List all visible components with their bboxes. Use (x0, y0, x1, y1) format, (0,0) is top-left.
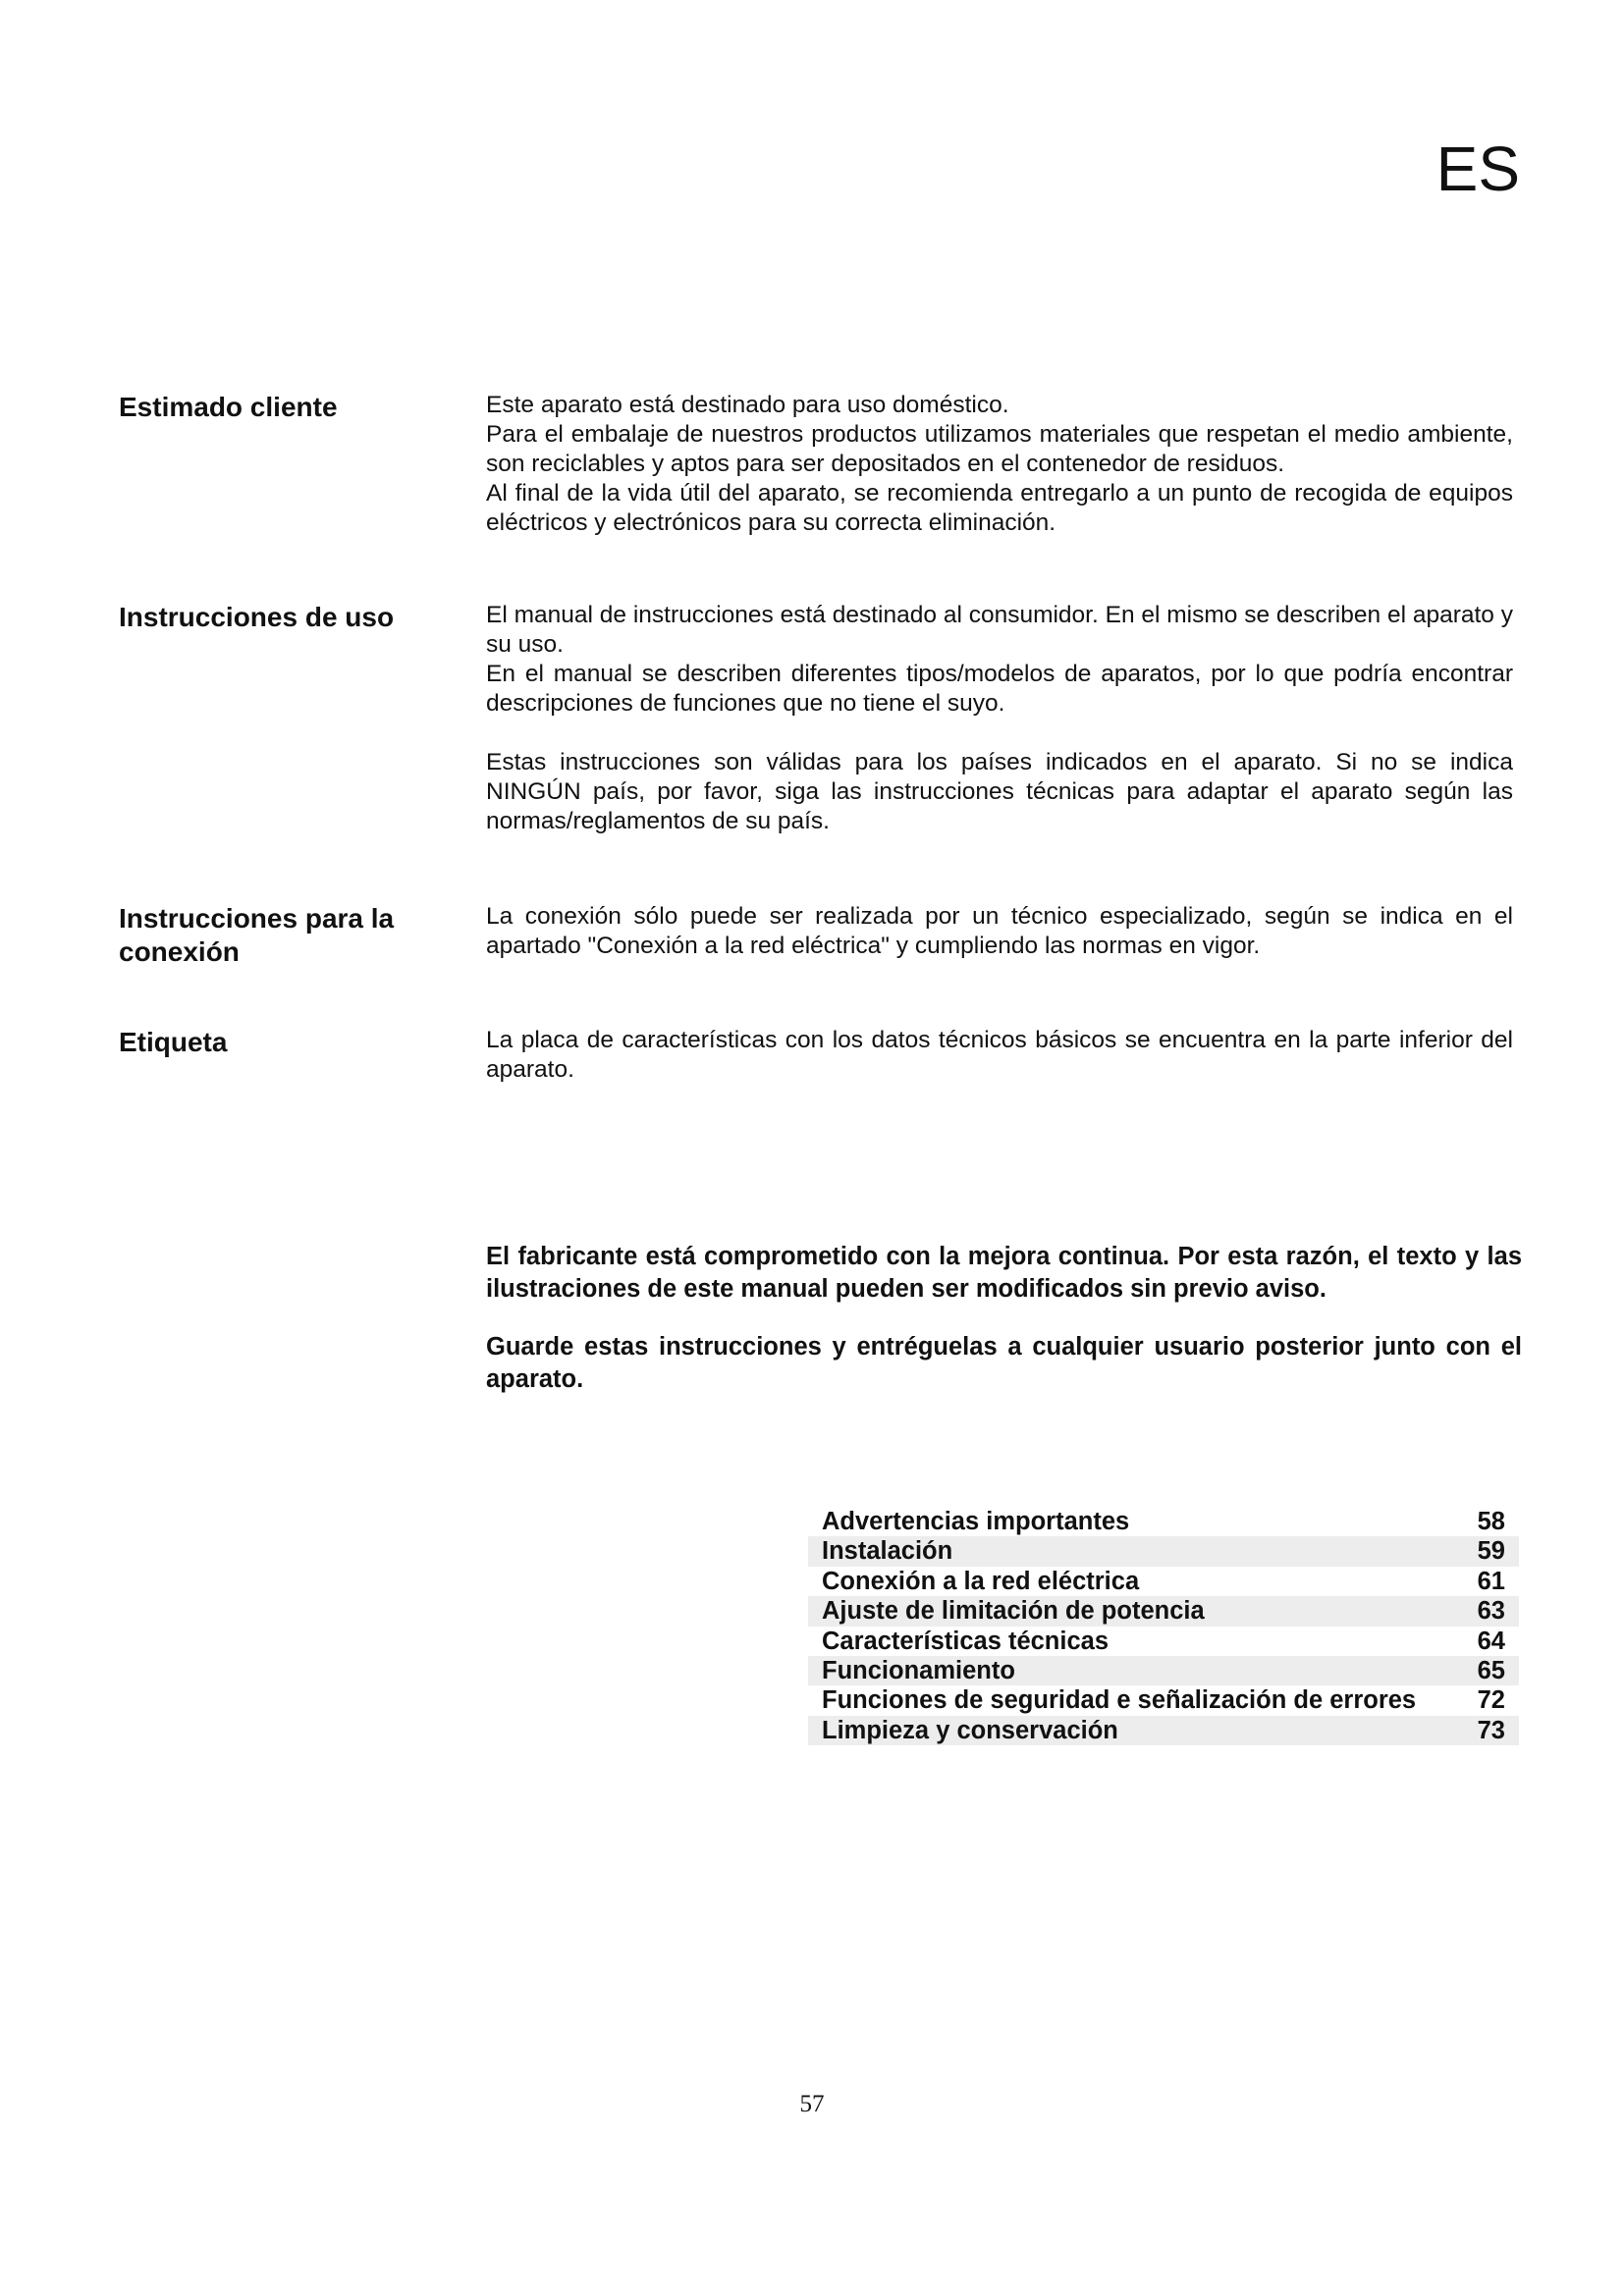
section-body (486, 391, 1513, 538)
toc-row[interactable] (808, 1536, 1519, 1566)
toc-row[interactable] (808, 1656, 1519, 1685)
toc-row[interactable] (808, 1716, 1519, 1745)
toc-title: Advertencias importantes (822, 1508, 1130, 1535)
notice-continuous-improvement: El fabricante está comprometido con la mejora continua. Por esta razón, el texto y las ilustraciones de este manual pueden ser modificados sin previo aviso. (486, 1243, 1522, 1303)
paragraph: El manual de instrucciones está destinado al consumidor. En el mismo se describen el aparato y su uso. (486, 602, 1513, 658)
section-heading: Instrucciones de uso (119, 602, 395, 632)
paragraph: La placa de características con los datos técnicos básicos se encuentra en la parte inferior del aparato. (486, 1027, 1513, 1083)
section-heading: Estimado cliente (119, 392, 338, 422)
toc-page: 63 (1477, 1597, 1505, 1626)
paragraph: En el manual se describen diferentes tipos/modelos de aparatos, por lo que podría encontrar descripciones de funciones que no tiene el suyo. (486, 661, 1513, 717)
toc-page: 58 (1477, 1508, 1505, 1535)
language-code: ES (1435, 133, 1520, 204)
page-number: 57 (799, 2091, 825, 2117)
toc-row[interactable] (808, 1685, 1519, 1715)
toc-title: Ajuste de limitación de potencia (822, 1597, 1205, 1626)
section-heading: Etiqueta (119, 1027, 228, 1057)
toc-title: Instalación (822, 1537, 953, 1566)
toc-title: Funcionamiento (822, 1656, 1015, 1684)
toc-row[interactable] (808, 1567, 1519, 1596)
paragraph: La conexión sólo puede ser realizada por un técnico especializado, según se indica en el apartado "Conexión a la red eléctrica" y cumpliendo las normas en vigor. (486, 903, 1513, 959)
toc-page: 59 (1477, 1537, 1505, 1566)
section-heading: Instrucciones para la conexión (119, 903, 395, 967)
table-of-contents (808, 1507, 1519, 1745)
section-body (486, 1026, 1513, 1085)
toc-page: 65 (1477, 1656, 1505, 1684)
notice-keep-instructions: Guarde estas instrucciones y entréguelas a cualquier usuario posterior junto con el aparato. (486, 1333, 1522, 1393)
toc-page: 64 (1477, 1627, 1505, 1655)
toc-page: 61 (1477, 1567, 1505, 1595)
section-body (486, 601, 1513, 836)
toc-page: 72 (1477, 1686, 1505, 1715)
section-body (486, 902, 1513, 961)
paragraph: Para el embalaje de nuestros productos utilizamos materiales que respetan el medio ambiente, son reciclables y aptos para ser depositados en el contenedor de residuos. (486, 421, 1513, 477)
paragraph: Este aparato está destinado para uso doméstico. (486, 392, 1009, 418)
toc-title: Características técnicas (822, 1627, 1110, 1655)
toc-title: Conexión a la red eléctrica (822, 1567, 1140, 1595)
paragraph: Estas instrucciones son válidas para los países indicados en el aparato. Si no se indica NINGÚN país, por favor, siga las instrucciones técnicas para adaptar el aparato según las normas/reglamentos de su país. (486, 749, 1513, 834)
toc-row[interactable] (808, 1596, 1519, 1626)
toc-row[interactable] (808, 1627, 1519, 1656)
paragraph: Al final de la vida útil del aparato, se recomienda entregarlo a un punto de recogida de equipos eléctricos y electrónicos para su correcta eliminación. (486, 480, 1513, 536)
toc-row[interactable] (808, 1507, 1519, 1536)
toc-title: Funciones de seguridad e señalización de errores (822, 1686, 1417, 1715)
toc-title: Limpieza y conservación (822, 1716, 1118, 1744)
toc-page: 73 (1477, 1716, 1505, 1744)
